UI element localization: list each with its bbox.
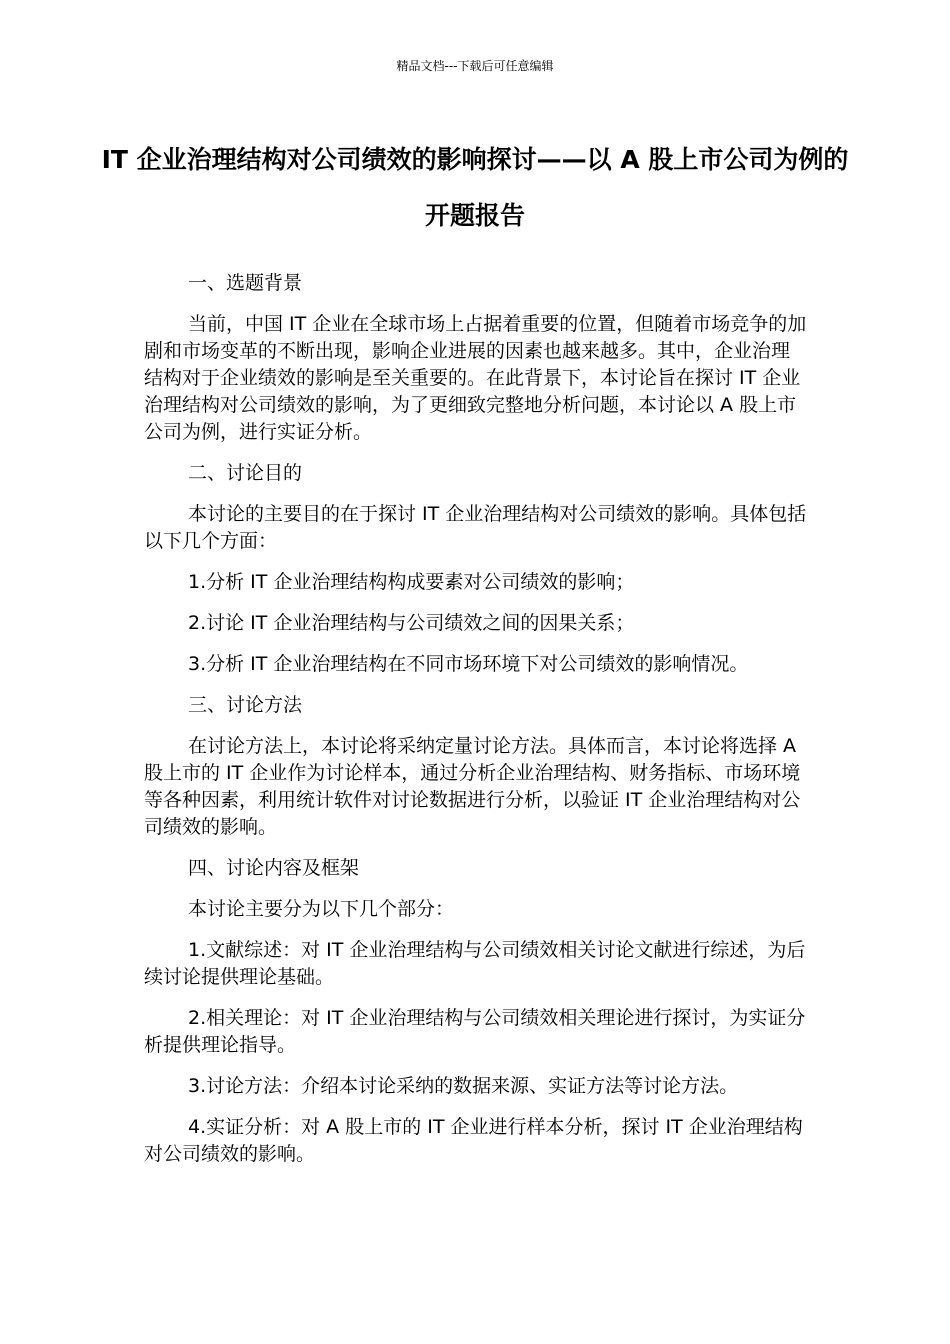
paragraph-method: 在讨论方法上，本讨论将采纳定量讨论方法。具体而言，本讨论将选择 A 股上市的 IT 企业作为讨论样本，通过分析企业治理结构、财务指标、市场环境等各种因素，利用统计软件对讨论数据进行分析，以验证 IT 企业治理结构对公司绩效的影响。 [144, 735, 801, 838]
section-heading-purpose: 二、讨论目的 [188, 462, 303, 484]
content-item-1: 1.文献综述：对 IT 企业治理结构与公司绩效相关讨论文献进行综述，为后续讨论提供理论基础。 [144, 939, 806, 988]
purpose-item-2: 2.讨论 IT 企业治理结构与公司绩效之间的因果关系； [188, 612, 635, 634]
section-heading-method: 三、讨论方法 [188, 694, 303, 716]
paragraph-purpose: 本讨论的主要目的在于探讨 IT 企业治理结构对公司绩效的影响。具体包括以下几个方面： [144, 503, 807, 552]
document-title: IT 企业治理结构对公司绩效的影响探讨——以 A 股上市公司为例的开题报告 [101, 145, 849, 230]
purpose-item-1: 1.分析 IT 企业治理结构构成要素对公司绩效的影响； [188, 571, 635, 593]
paragraph-background: 当前，中国 IT 企业在全球市场上占据着重要的位置，但随着市场竞争的加剧和市场变革的不断出现，影响企业进展的因素也越来越多。其中，企业治理结构对于企业绩效的影响是至关重要的。在此背景下，本讨论旨在探讨 IT 企业治理结构对公司绩效的影响，为了更细致完整地分析问题，本讨论以 A 股上市公司为例，进行实证分析。 [144, 313, 807, 443]
content-item-4: 4.实证分析：对 A 股上市的 IT 企业进行样本分析，探讨 IT 企业治理结构对公司绩效的影响。 [144, 1116, 803, 1165]
page-header-note: 精品文档---下载后可任意编辑 [396, 59, 554, 73]
document-body [144, 270, 808, 1182]
content-item-3: 3.讨论方法：介绍本讨论采纳的数据来源、实证方法等讨论方法。 [188, 1075, 739, 1097]
content-item-2: 2.相关理论：对 IT 企业治理结构与公司绩效相关理论进行探讨，为实证分析提供理论指导。 [144, 1007, 806, 1056]
section-heading-background: 一、选题背景 [188, 272, 303, 294]
paragraph-content-intro: 本讨论主要分为以下几个部分： [188, 898, 455, 920]
section-heading-content: 四、讨论内容及框架 [188, 857, 360, 879]
purpose-item-3: 3.分析 IT 企业治理结构在不同市场环境下对公司绩效的影响情况。 [188, 653, 749, 675]
